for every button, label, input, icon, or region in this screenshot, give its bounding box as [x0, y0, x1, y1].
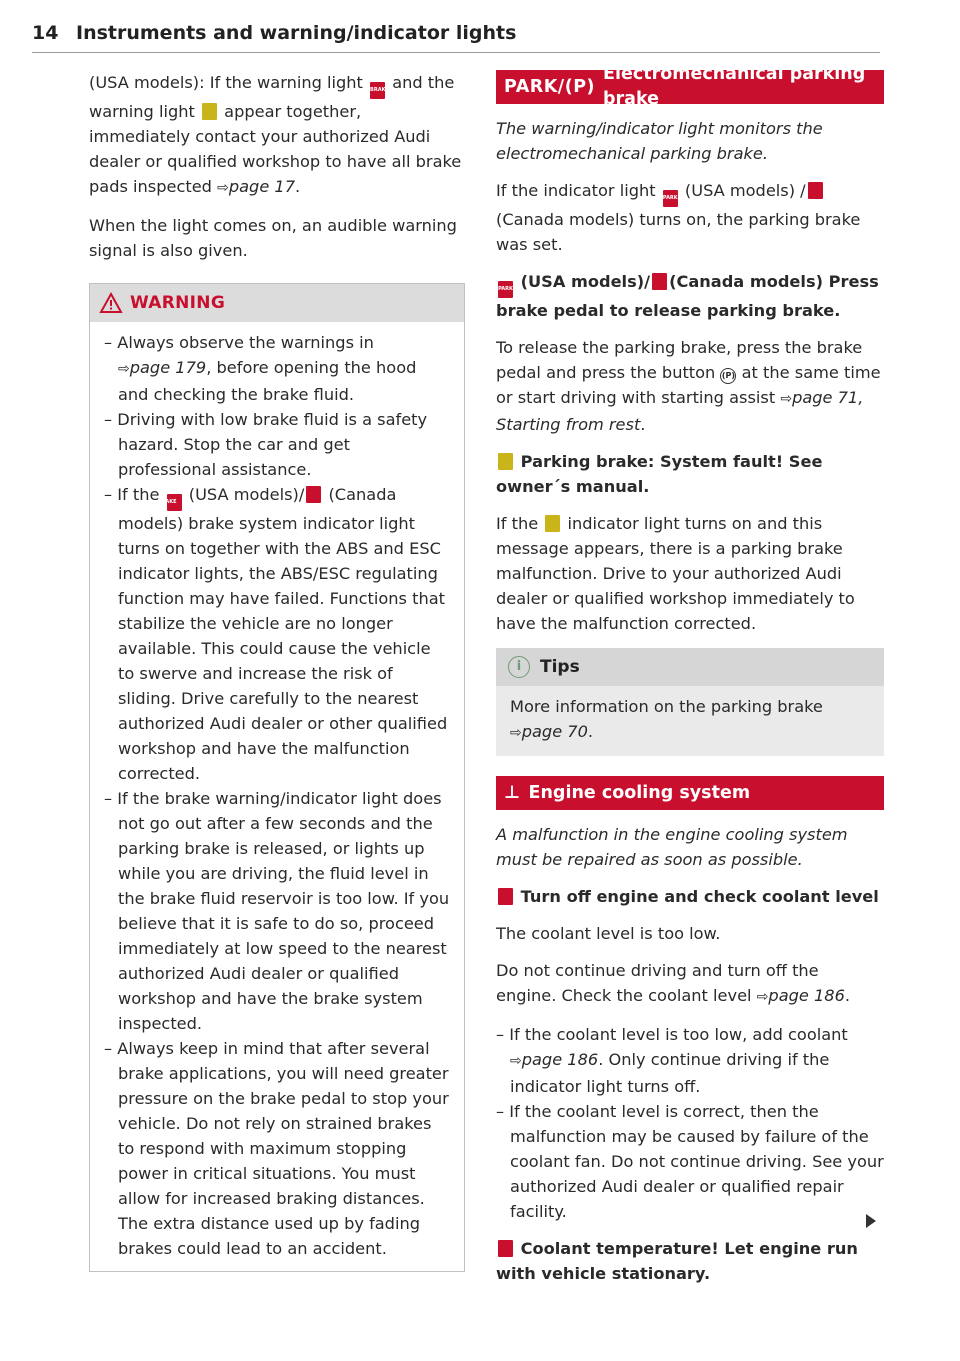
continue-arrow-icon — [866, 1214, 876, 1228]
page-title: Instruments and warning/indicator lights — [76, 22, 517, 44]
ref-arrow-icon: ⇨ — [118, 361, 130, 377]
parking-button-icon: (P) — [720, 368, 736, 384]
tips-header — [496, 648, 884, 686]
warning-item: – Always keep in mind that after several brake applications, you will need greater pressure on the brake pedal to stop your vehicle. Do not rely on strained brakes to respond with maximum stopping power in critical situations. You must allow for increased braking distances. The extra distance used up by fading brakes could lead to an accident. — [104, 1039, 449, 1258]
tips-box — [496, 648, 884, 756]
message-heading: Turn off engine and check coolant level — [496, 884, 884, 909]
parking-circle-icon — [808, 182, 823, 199]
paragraph: If the indicator light turns on and this message appears, there is a parking brake malfunction. Drive to your authorized Audi dealer or qualified workshop immediately to have the malfunction corrected. — [496, 514, 855, 633]
warning-body — [90, 322, 464, 1271]
brake-circle-icon — [306, 486, 321, 503]
warning-triangle-icon — [100, 293, 122, 313]
page-link[interactable]: page 179 — [129, 358, 207, 377]
page-header — [32, 22, 880, 53]
warning-title: WARNING — [130, 292, 226, 313]
section-heading-engine-cooling: ⊥ Engine cooling system — [496, 776, 884, 810]
parking-fault-icon — [545, 515, 560, 532]
section-heading-parking-brake: PARK/(P) Electromechanical parking brake — [496, 70, 884, 104]
message-heading: Coolant temperature! Let engine run with vehicle stationary. — [496, 1239, 858, 1283]
info-icon: i — [508, 656, 530, 678]
page-link[interactable]: page 186 — [521, 1050, 599, 1069]
warning-item: – Always observe the warnings in ⇨page 179, before opening the hood and checking the brake fluid. — [104, 333, 417, 404]
coolant-warning-icon — [498, 1240, 513, 1257]
coolant-warning-icon — [498, 888, 513, 905]
intro-paragraph-2: When the light comes on, an audible warning signal is also given. — [89, 216, 457, 260]
paragraph: The coolant level is too low. — [496, 924, 721, 943]
paragraph: To release the parking brake, press the brake pedal and press the button (P) at the same time or start driving with starting assist ⇨page 71, Starting from rest. — [496, 338, 881, 434]
ref-arrow-icon: ⇨ — [780, 391, 793, 407]
warning-item: – Driving with low brake fluid is a safety hazard. Stop the car and get professional assistance. — [104, 410, 428, 479]
page-link[interactable]: page 17 — [228, 177, 296, 196]
parking-circle-icon — [652, 273, 667, 290]
intro-paragraph-1: (USA models): If the warning light BRAKE and the warning light appear together, immediately contact your authorized Audi dealer or qualified workshop to have all brake pads inspected ⇨page 17. — [89, 73, 462, 196]
right-column — [496, 64, 884, 1298]
tips-body: More information on the parking brake ⇨page 70. — [510, 697, 823, 741]
park-warning-icon: PARK — [498, 281, 513, 298]
tips-title: Tips — [540, 656, 580, 677]
ref-arrow-icon: ⇨ — [756, 989, 769, 1005]
list-item: – If the coolant level is correct, then the malfunction may be caused by failure of the coolant fan. Do not continue driving. See your authorized Audi dealer or qualified repair facility. — [496, 1102, 884, 1221]
paragraph: Do not continue driving and turn off the engine. Check the coolant level ⇨page 186. — [496, 961, 851, 1005]
warning-item: – If the BRAKE (USA models)/ (Canada models) brake system indicator light turns on together with the ABS and ESC indicator lights, the ABS/ESC regulating function may have failed. Functions that stabilize the vehicle are no longer available. This could cause the vehicle to swerve and increase the risk of sliding. Drive carefully to the nearest authorized Audi dealer or other qualified workshop and have the malfunction corrected. — [104, 485, 448, 783]
message-heading: Parking brake: System fault! See owner´s manual. — [496, 452, 823, 496]
page-link[interactable]: page 71, Starting from rest — [496, 388, 864, 434]
section-lead: The warning/indicator light monitors the electromechanical parking brake. — [496, 119, 823, 163]
coolant-list — [496, 1022, 884, 1224]
ref-arrow-icon: ⇨ — [217, 180, 229, 196]
page-number: 14 — [32, 22, 59, 44]
park-symbol: PARK/(P) — [504, 76, 596, 97]
brake-warning-icon: BRAKE — [167, 494, 182, 511]
page-link[interactable]: page 70 — [521, 722, 588, 741]
ref-arrow-icon: ⇨ — [510, 725, 522, 741]
brake-warning-icon: BRAKE — [370, 82, 385, 99]
warning-item: – If the brake warning/indicator light does not go out after a few seconds and the parking brake is released, or lights up while you are driving, the fluid level in the brake fluid reservoir is too low. If you believe that it is safe to do so, proceed immediately at low speed to the nearest authorized Audi dealer or qualified workshop and have the brake system inspected. — [104, 789, 450, 1033]
list-item: – If the coolant level is too low, add coolant ⇨page 186. Only continue driving if the indicator light turns off. — [496, 1025, 848, 1096]
ref-arrow-icon: ⇨ — [510, 1053, 522, 1069]
warning-box — [89, 283, 465, 1272]
park-warning-icon: PARK — [663, 190, 678, 207]
coolant-thermometer-icon: ⊥ — [504, 782, 521, 803]
parking-fault-icon — [498, 453, 513, 470]
warning-header — [90, 284, 464, 322]
left-column — [89, 70, 464, 1272]
message-heading: PARK (USA models)/ (Canada models) Press brake pedal to release parking brake. — [496, 272, 879, 320]
paragraph: If the indicator light PARK (USA models) / (Canada models) turns on, the parking brake was set. — [496, 181, 861, 254]
page-link[interactable]: page 186 — [768, 986, 845, 1005]
brake-pad-icon — [202, 103, 217, 120]
section-lead: A malfunction in the engine cooling system must be repaired as soon as possible. — [496, 825, 848, 869]
